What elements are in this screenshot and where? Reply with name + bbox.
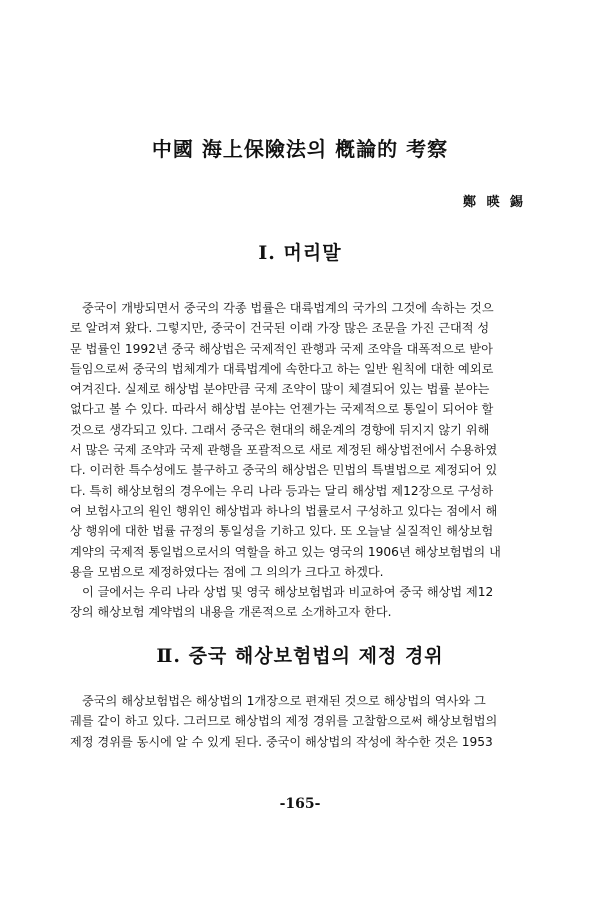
page-number: -165- [279,796,321,812]
paper-title: 中國 海上保險法의 槪論的 考察 [151,137,449,161]
section-body-enactment [70,691,532,752]
body-line: 이 글에서는 우리 나라 상법 및 영국 해상보험법과 비교하여 중국 해상법 제12 [82,585,494,600]
section-body-intro [70,298,532,623]
body-line: 서 많은 국제 조약과 국제 관행을 포괄적으로 새로 제정된 해상법전에서 수용하였 [70,443,498,458]
body-line: 들임으로써 중국의 법체계가 대륙법계에 속한다고 하는 일반 원칙에 대한 예외로 [70,361,494,376]
body-line: 로 알려져 왔다. 그렇지만, 중국이 건국된 이래 가장 많은 조문을 가진 근대적 성 [70,321,490,336]
body-line: 제정 경위를 동시에 알 수 있게 된다. 중국이 해상법의 작성에 착수한 것은 1953 [70,734,493,749]
body-line: 다. 특히 해상보험의 경우에는 우리 나라 등과는 달리 해상법 제12장으로 구성하 [70,483,494,498]
body-line: 중국이 개방되면서 중국의 각종 법률은 대륙법계의 국가의 그것에 속하는 것으 [82,301,494,315]
body-line: 장의 해상보험 계약법의 내용을 개론적으로 소개하고자 한다. [70,605,392,620]
body-line: 중국의 해상보험법은 해상법의 1개장으로 편재된 것으로 해상법의 역사와 그 [82,694,486,708]
body-line: 상 행위에 대한 법률 규정의 통일성을 기하고 있다. 또 오늘날 실질적인 해상보험 [70,524,494,539]
body-line: 여 보험사고의 원인 행위인 해상법과 하나의 법률로서 구성하고 있다는 점에서 해 [70,503,498,518]
body-line: 계약의 국제적 통일법으로서의 역할을 하고 있는 영국의 1906년 해상보험법의 내 [70,544,501,559]
body-line: 궤를 같이 하고 있다. 그러므로 해상법의 제정 경위를 고찰함으로써 해상보험법의 [70,714,498,729]
author-name: 鄭 暎 錫 [462,195,526,210]
body-line: 없다고 볼 수 있다. 따라서 해상법 분야는 언젠가는 국제적으로 통일이 되어야 할 [70,402,494,417]
body-line: 다. 이러한 특수성에도 불구하고 중국의 해상법은 민법의 특별법으로 제정되어 있 [70,463,498,478]
section-heading-enactment: Ⅱ. 중국 해상보험법의 제정 경위 [156,645,444,667]
body-line: 것으로 생각되고 있다. 그래서 중국은 현대의 해운계의 경향에 뒤지지 않기 위해 [70,422,490,437]
body-line: 여겨진다. 실제로 해상법 분야만큼 국제 조약이 많이 체결되어 있는 법률 분야는 [70,382,490,397]
body-line: 문 법률인 1992년 중국 해상법은 국제적인 관행과 국제 조약을 대폭적으로 받아 [70,341,493,356]
body-line: 용을 모범으로 제정하였다는 점에 그 의의가 크다고 하겠다. [70,564,384,579]
section-heading-intro: Ⅰ. 머리말 [258,242,342,264]
